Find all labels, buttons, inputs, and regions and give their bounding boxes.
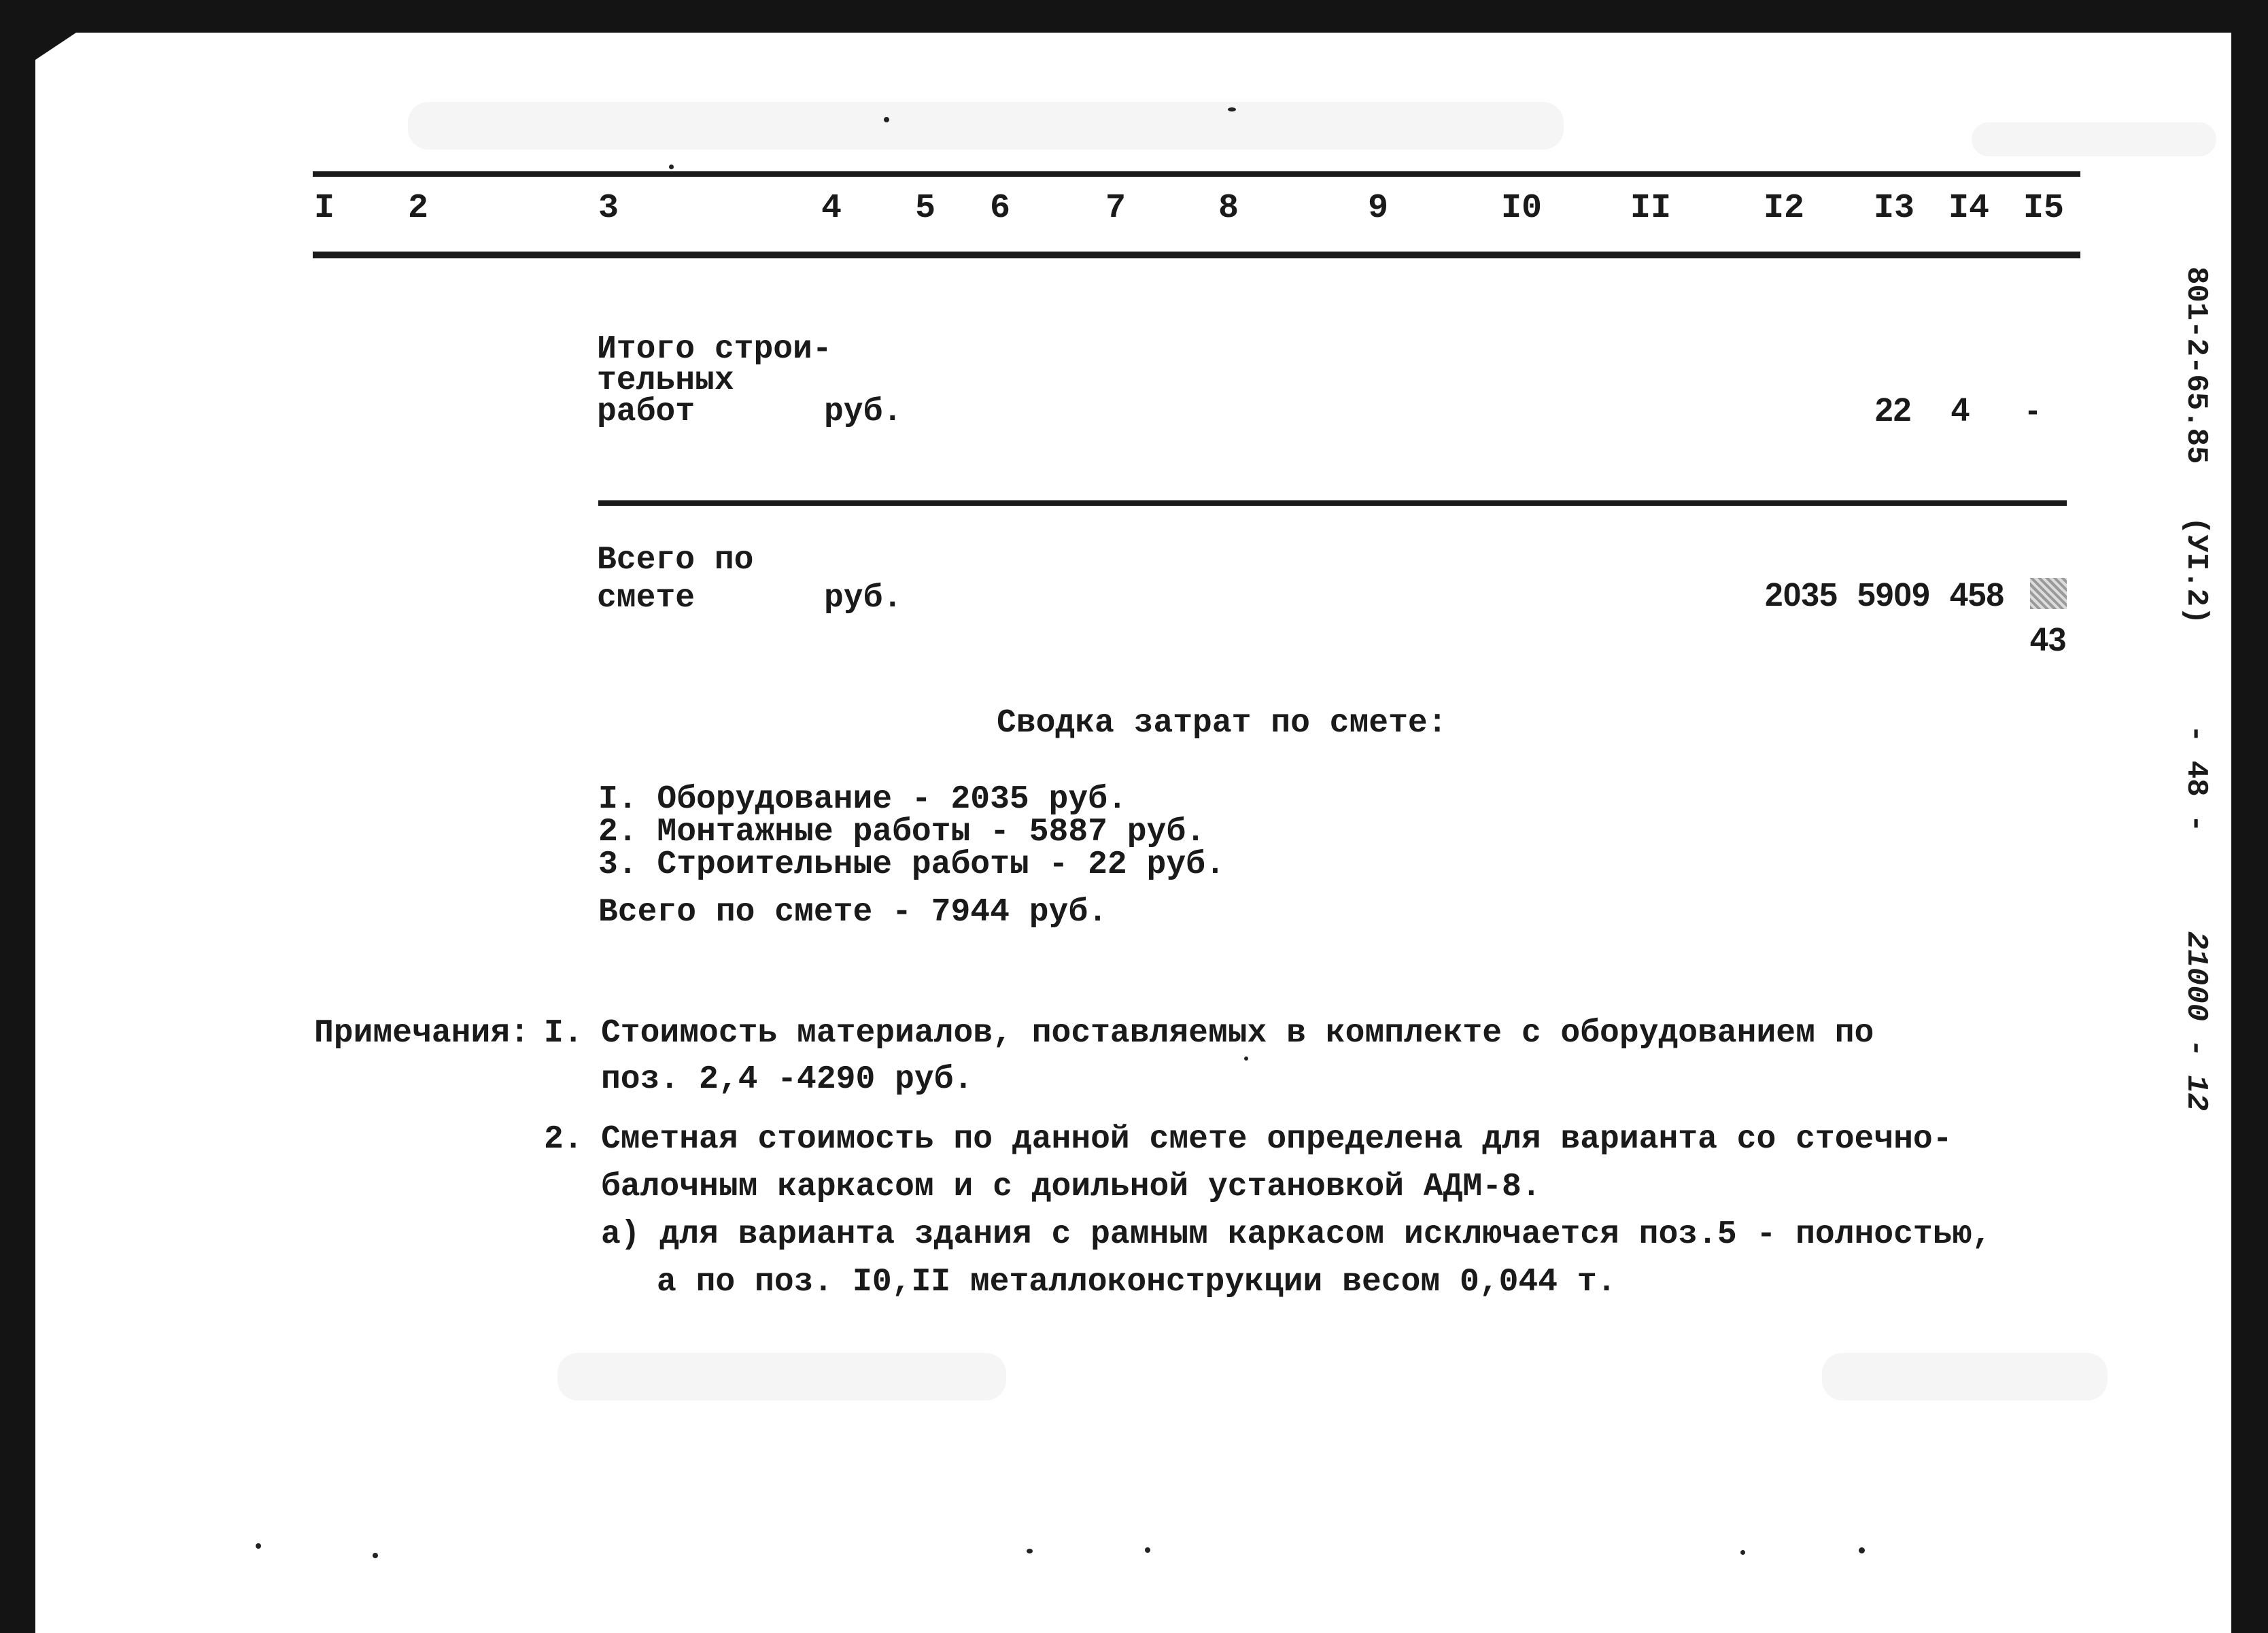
subtotal-col13: 22 — [1875, 392, 1912, 428]
column-header-8: 8 — [1218, 189, 1239, 228]
scan-speck — [373, 1553, 378, 1558]
total-unit: руб. — [824, 580, 903, 617]
note-2-line1: Сметная стоимость по данной смете определена для варианта со стоечно- — [601, 1121, 1953, 1158]
scan-speck — [1740, 1550, 1745, 1555]
note-2-number: 2. — [544, 1121, 583, 1158]
notes-heading: Примечания: — [314, 1015, 530, 1052]
total-label-line1: Всего по — [597, 542, 754, 579]
note-2a-line2: а по поз. I0,II металлоконструкции весом 0,044 т. — [657, 1264, 1617, 1301]
column-header-6: 6 — [990, 189, 1011, 228]
summary-total: Всего по смете - 7944 руб. — [598, 894, 1107, 931]
subtotal-label-line1: Итого строи- — [597, 331, 832, 368]
column-header-10: I0 — [1501, 189, 1543, 228]
note-1-line2: поз. 2,4 -4290 руб. — [601, 1061, 974, 1098]
note-1-line1: Стоимость материалов, поставляемых в комплекте с оборудованием по — [601, 1015, 1874, 1052]
scan-smudge — [557, 1353, 1006, 1400]
scan-border-left — [0, 0, 35, 1633]
summary-item-1: I. Оборудование - 2035 руб. — [598, 781, 1127, 818]
scan-border-top — [0, 0, 2268, 33]
note-2-line2: балочным каркасом и с доильной установкой АДМ-8. — [601, 1169, 1541, 1205]
scan-border-right — [2231, 0, 2268, 1633]
header-rule-bottom — [313, 252, 2080, 258]
summary-item-3: 3. Строительные работы - 22 руб. — [598, 846, 1225, 883]
column-header-7: 7 — [1105, 189, 1127, 228]
column-header-4: 4 — [821, 189, 842, 228]
scan-speck — [1244, 1056, 1248, 1061]
scan-speck — [1859, 1547, 1865, 1553]
column-header-5: 5 — [915, 189, 936, 228]
column-header-3: 3 — [598, 189, 619, 228]
header-rule-top — [313, 171, 2080, 177]
summary-title: Сводка затрат по смете: — [997, 705, 1447, 742]
subtotal-unit: руб. — [824, 394, 903, 430]
subtotal-label-line2: тельных — [597, 362, 734, 399]
scan-smudge — [408, 102, 1564, 150]
column-header-12: I2 — [1764, 189, 1805, 228]
scan-speck — [669, 165, 674, 169]
subtotal-label-line3: работ — [597, 394, 695, 430]
total-col15-smudge — [2030, 578, 2067, 609]
subtotal-col14: 4 — [1951, 392, 1970, 428]
column-header-14: I4 — [1948, 189, 1990, 228]
column-header-1: I — [314, 189, 335, 228]
column-header-13: I3 — [1874, 189, 1915, 228]
summary-item-2: 2. Монтажные работы - 5887 руб. — [598, 814, 1205, 850]
scan-speck — [884, 117, 889, 122]
scan-speck — [256, 1543, 261, 1549]
column-header-11: II — [1630, 189, 1672, 228]
scan-speck — [1145, 1547, 1150, 1553]
total-label-line2: смете — [597, 580, 695, 617]
scan-border-corner — [35, 33, 76, 60]
subtotal-col15: - — [2027, 392, 2038, 428]
note-1-number: I. — [544, 1015, 583, 1052]
total-col15: 43 — [2030, 622, 2067, 658]
margin-page-number: - 48 - — [2179, 725, 2213, 833]
column-header-9: 9 — [1368, 189, 1389, 228]
scan-speck — [1228, 107, 1236, 111]
total-col13: 5909 — [1857, 577, 1930, 613]
margin-registration-number: 21000 - 12 — [2179, 931, 2213, 1112]
margin-doc-code: 801-2-65.85 — [2179, 267, 2213, 464]
column-header-2: 2 — [408, 189, 429, 228]
scan-smudge — [1972, 122, 2216, 156]
column-header-15: I5 — [2023, 189, 2065, 228]
total-col12: 2035 — [1765, 577, 1838, 613]
section-rule — [598, 500, 2067, 506]
total-col14: 458 — [1950, 577, 2005, 613]
scan-speck — [1027, 1549, 1033, 1553]
margin-album: (УI.2) — [2179, 517, 2213, 625]
note-2a-line1: а) для варианта здания с рамным каркасом исключается поз.5 - полностью, — [601, 1216, 1992, 1253]
scan-smudge — [1822, 1353, 2108, 1400]
